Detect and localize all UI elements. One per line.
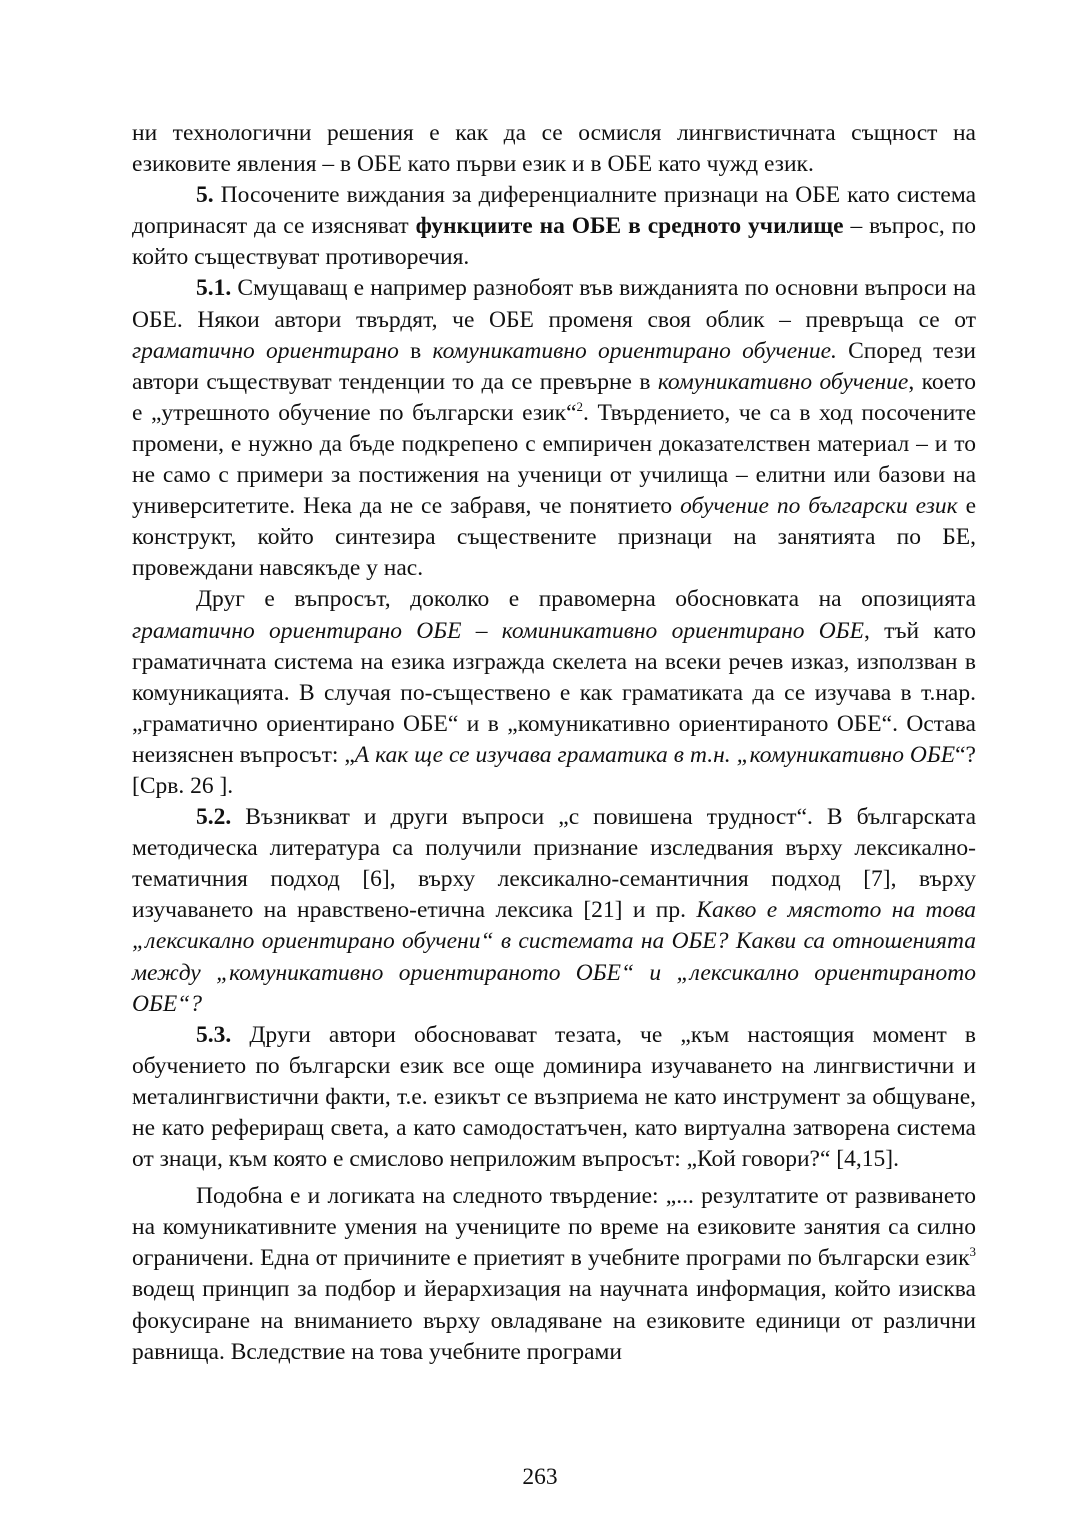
paragraph-5-3 (132, 1020, 976, 1175)
paragraph-text: е конструкт, който синтезира съществените признаци на занятията по БЕ, провеждани навсякъде у нас. (132, 493, 976, 582)
paragraph-text: . Твърдението, че са в ход посочените промени, е нужно да бъде подкрепено с емпиричен доказателствен материал – и то не само с примери за постижения на ученици от училища – елитни или базови на университетите. Нека да не се забравя, че понятието (132, 399, 976, 520)
paragraph-text: ни технологични решения е как да се осмисля лингвистичната същност на езиковите явления – в ОБЕ като първи език и в ОБЕ като чужд език. (132, 120, 976, 178)
italic-phrase: граматично ориентирано (132, 337, 399, 364)
paragraph-text: Друг е въпросът, доколко е правомерна обосновката на опозицията (196, 586, 976, 613)
paragraph-text: , което е „утрешното обучение по български език“ (132, 368, 976, 426)
bold-phrase: функциите на ОБЕ в средното училище (415, 213, 844, 240)
italic-phrase: комуникативно ориентирано обучение. (432, 337, 837, 364)
section-number: 5. (196, 182, 214, 209)
paragraph-text: Посочените виждания за диференциалните признаци на ОБЕ като система допринасят да се изясняват (132, 182, 976, 240)
page-body (132, 118, 976, 1368)
paragraph-5 (132, 180, 976, 273)
paragraph-text: – въпрос, по който съществуват противоречия. (132, 213, 976, 271)
paragraph-text: Смущаващ е например разнобоят във вижданията по основни въпроси на ОБЕ. Някои автори твърдят, че ОБЕ променя своя облик – превръща се от (132, 275, 976, 333)
paragraph-text: Други автори обосновават тезата, че „към настоящия момент в обучението по български език все още доминира изучаването на лингвистични и металингвистични факти, т.е. езикът се възприема не като инструмент за общуване, не като рефериращ света, а като самодостатъчен, като виртуална затворена система от знаци, към която е смислово неприложим въпросът: „Кой говори?“ [4,15]. (132, 1021, 976, 1173)
paragraph-text: в (398, 337, 433, 364)
paragraph-text: Подобна е и логиката на следното твърдение: „... резултатите от развиването на комуникативните умения на учениците по време на езиковите занятия са силно ограничени. Една от причините е приетият в учебните програми по български език (132, 1183, 976, 1272)
paragraph-text: , тъй като граматичната система на езика изгражда скелета на всеки речев изказ, използван в комуникацията. В случая по-съществено е как граматиката да се изучава в т.нар. „граматично ориентирано ОБЕ“ и в „комуникативно ориентираното ОБЕ“. Остава неизяснен въпросът: „ (132, 617, 976, 768)
paragraph-similar-logic (132, 1181, 976, 1368)
section-number: 5.3. (196, 1021, 232, 1048)
italic-phrase: комуникативно обучение (657, 368, 909, 395)
italic-phrase: граматично ориентирано ОБЕ – коминикативно ориентирано ОБЕ (132, 617, 864, 644)
paragraph-5-1 (132, 273, 976, 584)
footnote-ref-2: 2 (576, 399, 584, 415)
paragraph-5-2 (132, 802, 976, 1020)
footnote-ref-3: 3 (969, 1244, 976, 1260)
italic-phrase: обучение по български език (680, 493, 958, 520)
paragraph-continuation (132, 118, 976, 180)
italic-phrase: Какво е мястото на това „лексикално ориентирано обучени“ в системата на ОБЕ? Какви са отношенията между „комуникативно ориентираното ОБЕ“ и „лексикално ориентираното ОБЕ“? (132, 897, 976, 1017)
paragraph-text: “? [Срв. 26 ]. (132, 741, 976, 799)
paragraph-opposition (132, 584, 976, 802)
paragraph-text: водещ принцип за подбор и йерархизация на научната информация, който изисква фокусиране на вниманието върху овладяване на езиковите единици от различни равнища. Вследствие на това учебните програми (132, 1276, 976, 1365)
section-number: 5.1. (196, 275, 232, 302)
italic-phrase: А как ще се изучава граматика в т.н. „комуникативно ОБЕ (354, 741, 956, 768)
paragraph-text: Според тези автори съществуват тенденции то да се превърне в (132, 337, 976, 395)
page-number: 263 (522, 1464, 558, 1490)
section-number: 5.2. (196, 804, 232, 831)
paragraph-text: Възникват и други въпроси „с повишена трудност“. В българската методическа литература са получили признание изследвания върху лексикално-тематичния подход [6], върху лексикално-семантичния подход [7], върху изучаването на нравствено-етична лексика [21] и пр. (132, 804, 976, 924)
